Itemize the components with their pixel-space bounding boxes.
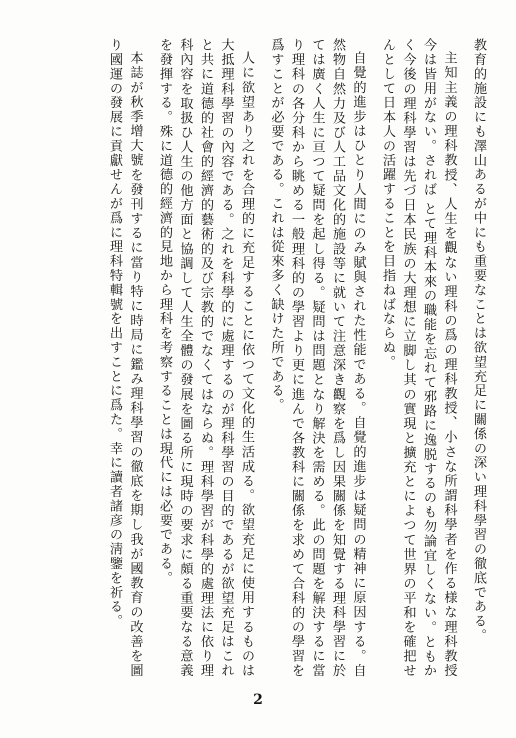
vertical-text-body (104, 38, 489, 678)
paragraph-4: 人に欲望あり之れを合理的に充足することに依つて文化的生活成る。欲望充足に使用するものは大抵理科學習の內容である。之れを科學的に處理するのが理科學習の目的であるが欲望充足はこれと共に道德的社會的經濟的藝術的及び宗教的でなくてはならぬ。理科學習が科學的處理法に依り理科內容を取扱ひ人生の他方面と協調して人生全體の發展を圖る所に現時の要求に頗る重要なる意義を發揮する。殊に道德的經濟的見地から理科を考察することは現代には必要である。 (157, 38, 254, 678)
paragraph-1: 教育的施設にも澤山あるが中にも重要なことは欲望充足に關係の深い理科學習の徹底である。 (471, 38, 486, 643)
paragraph-5: 本誌が秋季增大號を發刊するに當り特に時局に鑑み理科學習の徹底を期し我が國教育の改善を圖り國運の發展に貢獻せんが爲に理科特輯號を出すことに爲た。幸に讀者諸彦の淸鑒を祈る。 (107, 38, 143, 678)
page-number: 2 (253, 692, 263, 708)
paragraph-3: 自覺的進步はひとり人間にのみ賦與された性能である。自覺的進步は疑問の精神に原因する。自然物自然力及び人工品文化的施設等に就いて注意深き觀察を爲し因果關係を知覺する理科學習に於ては廣く人生に亘つて疑問を起し得る。疑問は問題となり解決を需める。此の問題を解決するに當り理科の各分科から眺める一般理科的の學習より更に進んで各教科に關係を求めて合科的の學習を爲すことが必要である。これは從來多く缺けた所である。 (268, 38, 366, 678)
paragraph-2: 主知主義の理科教授、人生を觀ない理科の爲の理科教授、小さな所謂科學者を作る様な理科教授今は皆用がない。されば とて理科本來の職能を忘れて邪路に逸脱するのも勿論宜しくない。ともかく今後の理科學習は先づ日本民族の大理想に立脚し其の實現と擴充とによつて世界の平和を確把せんとして日本人の活躍することを目指ねばならぬ。 (380, 38, 457, 678)
